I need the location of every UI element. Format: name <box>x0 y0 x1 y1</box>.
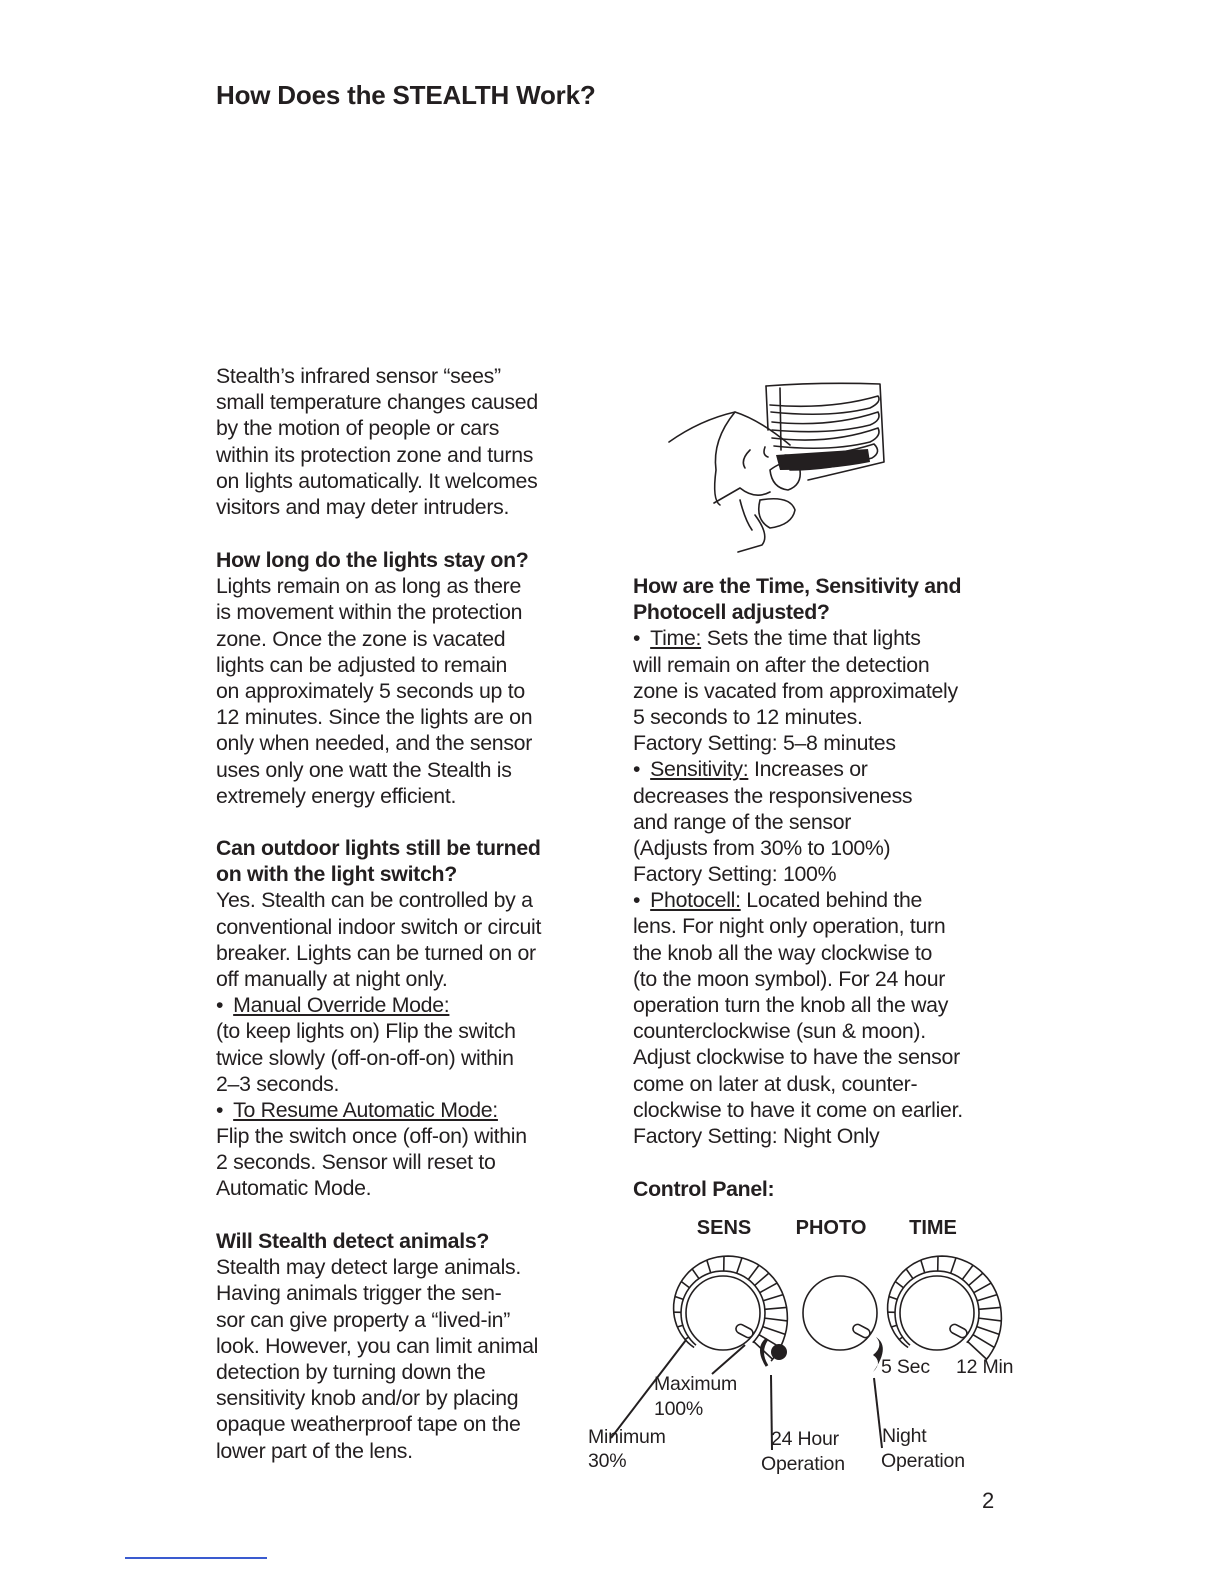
section-lights-stay-on <box>216 547 532 809</box>
line-text: Located behind the <box>740 888 923 913</box>
line-text: is movement within the protection <box>216 600 523 625</box>
text-line <box>216 966 541 992</box>
sens-scale-tick <box>675 1296 683 1299</box>
line-text: look. However, you can limit animal <box>216 1333 539 1358</box>
text-line <box>216 599 532 625</box>
text-line <box>216 678 532 704</box>
text-line <box>633 940 963 966</box>
text-line <box>216 626 532 652</box>
line-text: counterclockwise (sun & moon). <box>633 1019 926 1044</box>
text-line <box>633 1018 963 1044</box>
section-heading <box>633 599 963 625</box>
time-scale-tick <box>977 1327 1000 1335</box>
control-panel-diagram <box>674 1256 1002 1361</box>
text-line <box>633 783 963 809</box>
night-label-2: Operation <box>881 1450 965 1472</box>
line-text: Increases or <box>748 757 868 782</box>
text-line <box>216 887 541 913</box>
line-text: Will Stealth detect animals? <box>216 1229 490 1253</box>
section-heading <box>216 861 541 887</box>
footer-rule <box>125 1557 267 1559</box>
text-line <box>633 652 963 678</box>
line-text: on with the light switch? <box>216 862 457 887</box>
time-scale-tick <box>921 1260 925 1273</box>
hour24-label-2: Operation <box>761 1453 845 1475</box>
line-text: detection by turning down the <box>216 1359 486 1384</box>
hand-adjusting-lens-illustration <box>669 383 884 552</box>
underlined-term: To Resume Automatic Mode: <box>233 1097 498 1122</box>
line-text: Automatic Mode. <box>216 1176 372 1201</box>
text-line <box>216 704 532 730</box>
text-line <box>633 1123 963 1149</box>
line-text: (to keep lights on) Flip the switch <box>216 1019 516 1044</box>
line-text: Stealth’s infrared sensor “sees” <box>216 364 501 388</box>
line-text: small temperature changes caused <box>216 390 538 415</box>
line-text: lens. For night only operation, turn <box>633 914 946 939</box>
line-text: clockwise to have it come on earlier. <box>633 1097 963 1122</box>
text-line <box>216 1438 538 1464</box>
bullet: • <box>633 757 641 782</box>
text-line <box>216 914 541 940</box>
text-line <box>216 940 541 966</box>
line-text: Factory Setting: Night Only <box>633 1123 880 1148</box>
line-text: come on later at dusk, counter- <box>633 1071 918 1096</box>
time-scale-tick <box>962 1265 973 1279</box>
text-line <box>633 966 963 992</box>
lens-dark-band <box>776 449 870 470</box>
section-heading <box>216 835 541 861</box>
sens-scale-tick <box>707 1260 711 1273</box>
knob-label-time: TIME <box>909 1217 957 1239</box>
line-text: only when needed, and the sensor <box>216 731 533 756</box>
text-line <box>633 1071 963 1097</box>
text-line <box>633 756 963 782</box>
text-line <box>633 835 963 861</box>
sens-scale-tick <box>763 1327 786 1335</box>
underlined-term: Time: <box>650 626 702 651</box>
line-text: zone is vacated from approximately <box>633 678 958 703</box>
hour24-label: 24 Hour <box>771 1428 839 1450</box>
text-line <box>216 1411 538 1437</box>
text-line <box>216 1045 541 1071</box>
text-line <box>216 1097 541 1123</box>
line-text: extremely energy efficient. <box>216 783 457 808</box>
minimum-label: Minimum <box>588 1426 666 1448</box>
text-line <box>633 992 963 1018</box>
text-line <box>216 992 541 1018</box>
photo-knob <box>803 1276 877 1350</box>
text-line <box>633 861 963 887</box>
line-text: 2 seconds. Sensor will reset to <box>216 1150 496 1175</box>
sens-scale-tick <box>737 1258 742 1273</box>
minimum-value: 30% <box>588 1450 627 1472</box>
line-text: within its protection zone and turns <box>216 442 534 467</box>
line-text: (to the moon symbol). For 24 hour <box>633 966 946 991</box>
time-scale-tick <box>974 1283 991 1293</box>
text-line <box>216 1307 538 1333</box>
time-min-label: 5 Sec <box>881 1356 930 1378</box>
line-text: 2–3 seconds. <box>216 1071 340 1096</box>
sens-scale-tick <box>755 1273 769 1285</box>
line-text: decreases the responsiveness <box>633 783 913 808</box>
sens-scale-tick <box>677 1325 683 1327</box>
text-line <box>633 704 963 730</box>
control-panel-heading: Control Panel: <box>633 1177 775 1201</box>
section-adjustments <box>633 573 963 1149</box>
bullet: • <box>633 888 641 913</box>
line-text: Adjust clockwise to have the sensor <box>633 1045 960 1070</box>
text-line <box>216 468 538 494</box>
time-pointer <box>948 1323 968 1339</box>
knob-label-sens: SENS <box>696 1217 752 1239</box>
line-text: (Adjusts from 30% to 100%) <box>633 835 891 860</box>
text-line <box>633 1044 963 1070</box>
line-text: 12 minutes. Since the lights are on <box>216 705 533 730</box>
maximum-label: Maximum <box>654 1373 738 1395</box>
section-heading <box>216 547 532 573</box>
text-line <box>216 1280 538 1306</box>
text-line <box>216 1333 538 1359</box>
text-line <box>216 652 532 678</box>
bullet: • <box>216 993 224 1018</box>
text-line <box>633 913 963 939</box>
line-text: by the motion of people or cars <box>216 416 500 441</box>
time-knob <box>900 1276 974 1350</box>
text-line <box>216 389 538 415</box>
text-line <box>216 1385 538 1411</box>
underlined-term: Sensitivity: <box>650 757 749 782</box>
line-text: zone. Once the zone is vacated <box>216 626 506 651</box>
line-text: 5 seconds to 12 minutes. <box>633 704 863 729</box>
section-heading <box>216 1228 538 1254</box>
line-text: Photocell adjusted? <box>633 600 830 625</box>
text-line <box>633 809 963 835</box>
knob-label-photo: PHOTO <box>795 1217 867 1239</box>
sens-scale-tick <box>748 1265 759 1279</box>
line-text: Yes. Stealth can be controlled by a <box>216 888 533 913</box>
time-scale-tick <box>891 1325 897 1327</box>
section-heading <box>633 573 963 599</box>
line-text: Factory Setting: 100% <box>633 862 837 887</box>
text-line <box>216 783 532 809</box>
text-line <box>633 730 963 756</box>
line-text: Lights remain on as long as there <box>216 574 522 599</box>
time-scale-tick <box>979 1318 1002 1321</box>
time-scale-tick <box>889 1296 897 1299</box>
text-line <box>216 1175 541 1201</box>
line-text: on lights automatically. It welcomes <box>216 468 538 493</box>
sens-knob <box>686 1276 760 1350</box>
bullet: • <box>216 1097 224 1122</box>
line-text: visitors and may deter intruders. <box>216 494 510 519</box>
night-label: Night <box>882 1425 927 1447</box>
line-text: Having animals trigger the sen- <box>216 1281 502 1306</box>
text-line <box>216 1359 538 1385</box>
line-text: will remain on after the detection <box>633 652 930 677</box>
line-text: sor can give property a “lived-in” <box>216 1307 510 1332</box>
line-text: opaque weatherproof tape on the <box>216 1412 521 1437</box>
bullet: • <box>633 626 641 651</box>
line-text: operation turn the knob all the way <box>633 993 949 1017</box>
text-line <box>216 1123 541 1149</box>
time-scale-tick <box>977 1295 997 1301</box>
line-text: How long do the lights stay on? <box>216 548 529 572</box>
page-title: How Does the STEALTH Work? <box>216 80 596 110</box>
text-line <box>216 363 538 389</box>
underlined-term: Photocell: <box>650 888 741 913</box>
line-text: Can outdoor lights still be turned <box>216 836 541 860</box>
intro-paragraph <box>216 363 538 520</box>
line-text: lower part of the lens. <box>216 1438 413 1463</box>
page-number: 2 <box>982 1488 995 1513</box>
sens-scale-tick <box>692 1269 699 1279</box>
line-text: on approximately 5 seconds up to <box>216 678 525 703</box>
sens-scale-tick <box>681 1282 689 1288</box>
time-scale-tick <box>973 1335 994 1348</box>
time-max-label: 12 Min <box>956 1356 1014 1378</box>
text-line <box>216 442 538 468</box>
sens-scale-tick <box>685 1337 688 1339</box>
time-scale-tick <box>969 1273 983 1285</box>
sens-pointer <box>734 1323 754 1339</box>
line-text: Flip the switch once (off-on) within <box>216 1124 527 1149</box>
time-scale-tick <box>951 1258 956 1273</box>
section-light-switch <box>216 835 541 1202</box>
line-text: breaker. Lights can be turned on or <box>216 940 536 965</box>
line-text: How are the Time, Sensitivity and <box>633 574 962 598</box>
sens-scale-tick <box>763 1295 783 1301</box>
text-line <box>633 678 963 704</box>
time-scale-tick <box>906 1269 913 1279</box>
text-line <box>216 1018 541 1044</box>
text-line <box>216 1071 541 1097</box>
line-text: conventional indoor switch or circuit <box>216 914 542 939</box>
sens-scale-tick <box>760 1283 777 1293</box>
line-text: twice slowly (off-on-off-on) within <box>216 1045 514 1070</box>
text-line <box>216 573 532 599</box>
line-text: lights can be adjusted to remain <box>216 652 508 677</box>
line-text: Stealth may detect large animals. <box>216 1255 521 1280</box>
line-text: Factory Setting: 5–8 minutes <box>633 731 896 756</box>
line-text: sensitivity knob and/or by placing <box>216 1386 519 1411</box>
line-text: off manually at night only. <box>216 966 448 991</box>
time-scale-tick <box>895 1282 903 1288</box>
maximum-value: 100% <box>654 1398 704 1420</box>
line-text: uses only one watt the Stealth is <box>216 757 512 782</box>
text-line <box>633 625 963 651</box>
underlined-term: Manual Override Mode: <box>233 993 450 1018</box>
text-line <box>216 1254 538 1280</box>
time-scale-tick <box>979 1307 1001 1309</box>
photo-pointer <box>851 1323 871 1339</box>
text-line <box>216 1149 541 1175</box>
time-scale-tick <box>899 1337 902 1339</box>
line-text: Sets the time that lights <box>701 626 921 651</box>
sens-scale-tick <box>765 1307 787 1309</box>
text-line <box>633 887 963 913</box>
text-line <box>216 757 532 783</box>
text-line <box>216 415 538 441</box>
line-text: the knob all the way clockwise to <box>633 940 933 965</box>
text-line <box>216 730 532 756</box>
text-line <box>216 494 538 520</box>
line-text: and range of the sensor <box>633 809 852 834</box>
text-line <box>633 1097 963 1123</box>
sens-scale-tick <box>765 1318 788 1321</box>
section-animals <box>216 1228 538 1464</box>
